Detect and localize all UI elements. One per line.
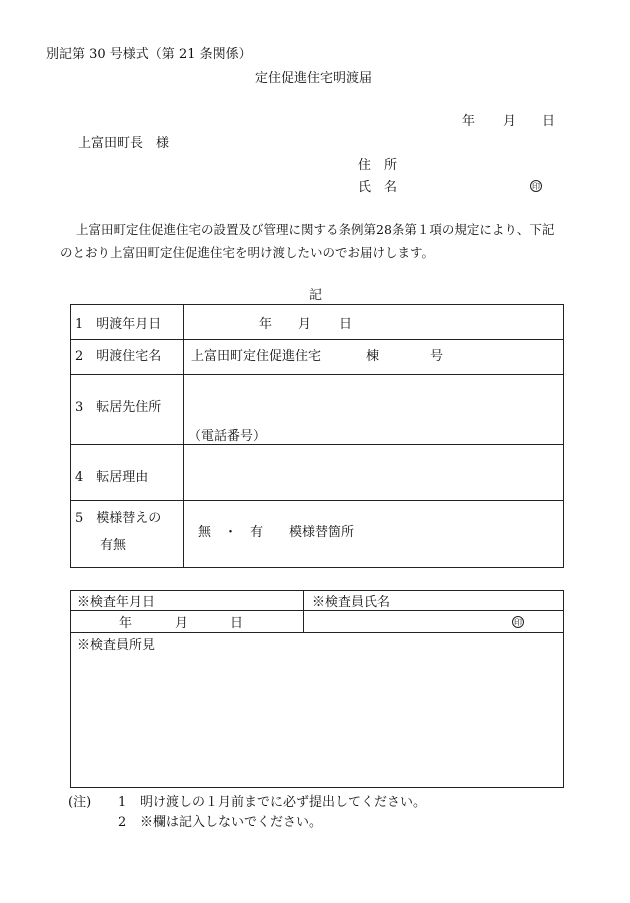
move-out-month-label: 月 [298, 317, 312, 332]
note-number: 2 [118, 815, 127, 830]
inspection-row-divider [70, 610, 564, 611]
notes-prefix: (注) [68, 795, 92, 810]
ki-heading: 記 [309, 288, 323, 303]
inspection-row-divider [70, 632, 564, 633]
form-table-row-divider [70, 500, 564, 501]
move-out-day-label: 日 [339, 317, 353, 332]
renovation-value: 無 ・ 有 模様替箇所 [198, 525, 355, 540]
addressee: 上富田町長 様 [78, 136, 170, 151]
row-label-renovation-line1: 5 模様替えの [75, 511, 162, 526]
date-day-label: 日 [542, 114, 556, 129]
row-label-housing-name: 2 明渡住宅名 [75, 349, 162, 364]
form-table-row-divider [70, 374, 564, 375]
inspection-year-label: 年 [119, 616, 133, 631]
row-label-move-out-date: 1 明渡年月日 [75, 317, 162, 332]
form-title: 定住促進住宅明渡届 [255, 71, 373, 86]
housing-name-value: 上富田町定住促進住宅 [191, 349, 322, 364]
note-text: 明け渡しの１月前までに必ず提出してください。 [140, 795, 427, 810]
form-number: 別記第 30 号様式（第 21 条関係） [46, 47, 252, 62]
date-month-label: 月 [503, 114, 517, 129]
move-out-year-label: 年 [259, 317, 273, 332]
form-table-row-divider [70, 444, 564, 445]
applicant-seal-icon: 印 [532, 182, 540, 191]
inspection-table-border [70, 590, 564, 788]
note-text: ※欄は記入しないでください。 [140, 815, 323, 830]
inspector-opinion-label: ※検査員所見 [77, 638, 156, 653]
building-label: 棟 [366, 349, 380, 364]
inspection-column-divider [303, 590, 304, 632]
name-label: 氏 名 [358, 180, 398, 195]
form-table-column-divider [183, 304, 184, 568]
row-label-moving-reason: 4 転居理由 [75, 470, 149, 485]
inspection-date-label: ※検査年月日 [77, 595, 156, 610]
body-text-line2: のとおり上富田町定住促進住宅を明け渡したいのでお届けします。 [60, 245, 435, 260]
phone-number-label: （電話番号） [188, 429, 267, 444]
unit-label: 号 [430, 349, 444, 364]
inspector-seal-icon: 印 [514, 618, 522, 627]
row-label-renovation-line2: 有無 [100, 538, 127, 553]
row-label-new-address: 3 転居先住所 [75, 400, 162, 415]
date-year-label: 年 [462, 114, 476, 129]
form-table-row-divider [70, 339, 564, 340]
address-label: 住 所 [358, 158, 398, 173]
note-number: 1 [118, 795, 127, 810]
inspector-name-label: ※検査員氏名 [312, 595, 391, 610]
body-text-line1: 上富田町定住促進住宅の設置及び管理に関する条例第28条第１項の規定により、下記 [76, 222, 555, 237]
inspection-day-label: 日 [230, 616, 244, 631]
inspection-month-label: 月 [175, 616, 189, 631]
